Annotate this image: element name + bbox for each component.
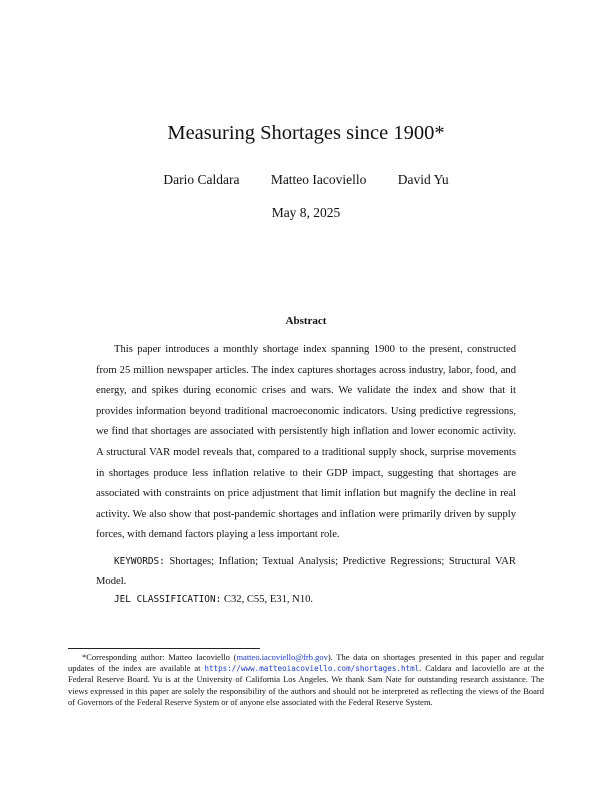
shortages-url-link[interactable]: https://www.matteoiacoviello.com/shortages.html xyxy=(204,664,420,674)
author-name: Dario Caldara xyxy=(163,172,240,187)
footnote xyxy=(68,652,544,708)
footnote-text: *Corresponding author: Matteo Iacoviello ( xyxy=(82,652,237,662)
author-name: Matteo Iacoviello xyxy=(270,172,367,187)
abstract-text: This paper introduces a monthly shortage index spanning 1900 to the present, constructed from 25 million newspaper articles. The index captures shortages across industry, labor, food, and energy, and spikes during economic crises and wars. We validate the index and show that it provides information beyond traditional macroeconomic indicators. Using predictive regressions, we find that shortages are associated with persistently high inflation and lower economic activity. A structural VAR model reveals that, compared to a traditional supply shock, surprise movements in shortages produce less inflation relative to their GDP impact, suggesting that shortages are associated with constraints on price adjustment that limit inflation but magnify the decline in real activity. We also show that post-pandemic shortages and inflation were primarily driven by supply forces, with demand factors playing a less important role. xyxy=(96,344,516,541)
footnote-rule xyxy=(68,648,260,649)
paper-title: Measuring Shortages since 1900* xyxy=(167,122,445,144)
keywords-label: KEYWORDS: xyxy=(114,556,165,567)
footnote-text: . Caldara and Iacoviello are at the Federal Reserve Board. Yu is at the University of California Los Angeles. We thank Sam Nate for outstanding research assistance. The views expressed in this paper are solely the responsibility of the authors and should not be interpreted as reflecting the views of the Board of Governors of the Federal Reserve System or of anyone else associated with the Federal Reserve System. xyxy=(68,663,544,707)
keywords-text: Shortages; Inflation; Textual Analysis; Predictive Regressions; Structural VAR Model. xyxy=(96,556,516,587)
footnote-text: ). The data on shortages presented in this paper and regular updates of the index are available at xyxy=(68,652,544,674)
jel-classification xyxy=(96,590,516,610)
jel-label: JEL CLASSIFICATION: xyxy=(114,594,222,605)
author-name: David Yu xyxy=(397,172,449,187)
email-link[interactable]: matteo.iacoviello@frb.gov xyxy=(236,652,328,662)
abstract-heading: Abstract xyxy=(285,315,327,327)
keywords xyxy=(96,552,516,591)
author-list xyxy=(0,172,612,188)
jel-text: C32, C55, E31, N10. xyxy=(223,594,314,605)
paper-date: May 8, 2025 xyxy=(271,205,341,220)
